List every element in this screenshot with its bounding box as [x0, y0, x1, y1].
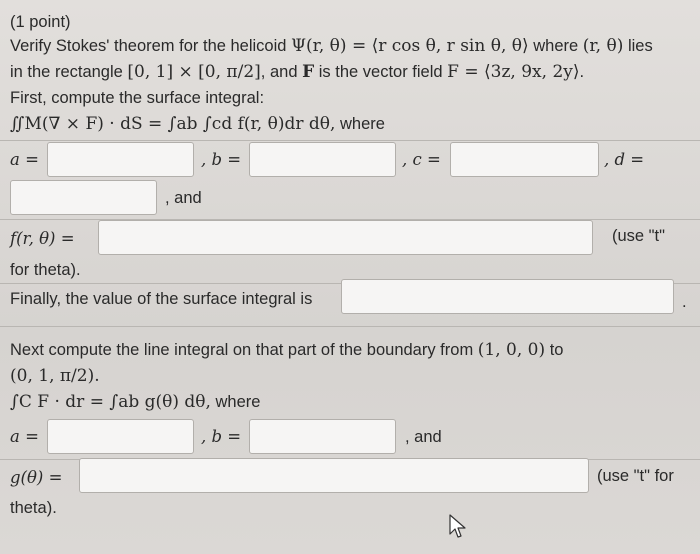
line-integral-line [10, 392, 260, 412]
theta-text: theta). [10, 499, 57, 517]
g-label: g(θ) = [10, 468, 63, 487]
next-compute-line [10, 340, 563, 360]
g-input[interactable] [79, 458, 589, 493]
to-text: to [549, 341, 564, 359]
from-point: (1, 0, 0) [477, 340, 546, 360]
for-theta-text: for theta). [10, 261, 81, 279]
line-integral-expression: ∫C F · dr = ∫ab g(θ) dθ, [10, 392, 211, 412]
and-label: , and [165, 189, 202, 207]
line-a-label: a = [10, 427, 39, 446]
where-text-2: where [339, 115, 385, 133]
in-rectangle-text: in the rectangle [10, 63, 123, 81]
a-input[interactable] [47, 142, 194, 177]
points-label: (1 point) [10, 13, 71, 31]
divider [0, 140, 700, 141]
f-input[interactable] [98, 220, 593, 255]
b-label: , b = [201, 150, 242, 169]
surface-integral-line [10, 114, 385, 134]
helicoid-expression: Ψ(r, θ) = ⟨r cos θ, r sin θ, θ⟩ [291, 36, 529, 56]
a-label: a = [10, 150, 39, 169]
r-theta-expression: (r, θ) [582, 36, 624, 56]
divider [0, 326, 700, 327]
problem-statement-line2 [10, 62, 584, 82]
vector-field-expression: F = ⟨3z, 9x, 2y⟩ [447, 62, 580, 82]
to-point: (0, 1, π/2). [10, 366, 100, 386]
where-text-3: where [215, 393, 261, 411]
use-t-hint: (use "t" [612, 227, 665, 245]
rectangle-expression: [0, 1] × [0, π/2] [127, 62, 261, 82]
F-symbol: F [302, 62, 315, 82]
to-point-line [10, 366, 100, 386]
problem-statement-line1 [10, 36, 653, 56]
c-input[interactable] [450, 142, 599, 177]
finally-text: Finally, the value of the surface integral is [10, 290, 313, 308]
use-t-hint-2: (use "t" for [597, 467, 674, 485]
period-2: . [682, 293, 687, 311]
f-label: f(r, θ) = [10, 229, 75, 248]
c-label: , c = [402, 150, 441, 169]
intro-text: Verify Stokes' theorem for the helicoid [10, 37, 287, 55]
line-a-input[interactable] [47, 419, 194, 454]
surface-integral-expression: ∬M(∇ × F) · dS = ∫ab ∫cd f(r, θ)dr dθ, [10, 114, 336, 134]
vector-field-text: is the vector field [318, 63, 443, 81]
b-input[interactable] [249, 142, 396, 177]
lies-text: lies [627, 37, 653, 55]
period: . [579, 63, 585, 81]
surface-integral-input[interactable] [341, 279, 674, 314]
line-and-label: , and [405, 428, 442, 446]
d-input[interactable] [10, 180, 157, 215]
line-b-input[interactable] [249, 419, 396, 454]
next-compute-text: Next compute the line integral on that part of the boundary from [10, 341, 474, 359]
and-text: , and [260, 63, 298, 81]
line-b-label: , b = [201, 427, 242, 446]
where-text: where [533, 37, 579, 55]
first-compute-text: First, compute the surface integral: [10, 89, 265, 107]
d-label: , d = [604, 150, 645, 169]
mouse-pointer-icon [448, 514, 468, 540]
